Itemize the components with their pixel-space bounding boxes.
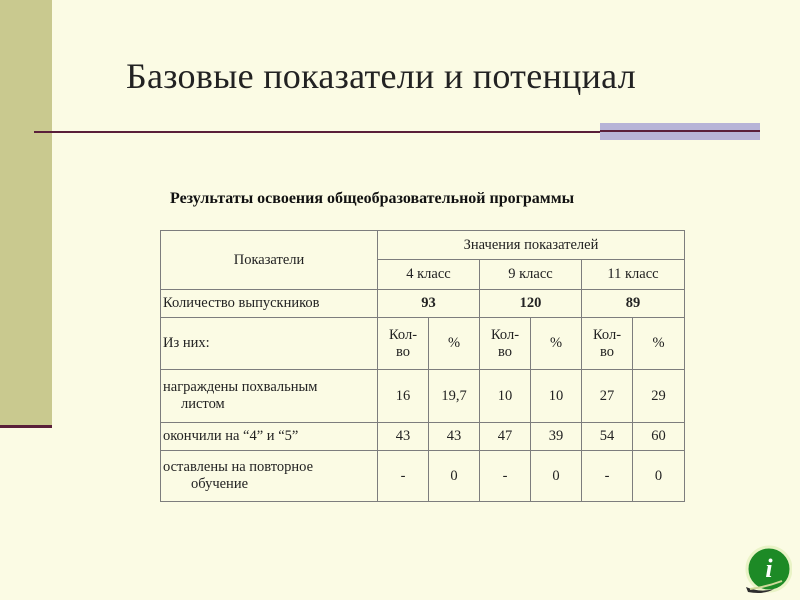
grade-4-header: 4 класс [378,260,480,290]
table-cell: 0 [633,451,685,502]
sidebar-decoration [0,0,52,425]
table-cell: 29 [633,370,685,423]
table-cell: - [480,451,531,502]
graduates-grade-9: 120 [480,290,582,318]
graduates-grade-11: 89 [582,290,685,318]
table-cell: 10 [480,370,531,423]
count-header: Кол- во [378,318,429,370]
table-cell: - [378,451,429,502]
percent-header: % [531,318,582,370]
table-cell: 0 [429,451,480,502]
table-cell: 27 [582,370,633,423]
table-cell: 10 [531,370,582,423]
table-cell: 19,7 [429,370,480,423]
title-divider [34,131,604,133]
sidebar-rule [0,425,52,428]
row-label: награждены похвальным листом [161,370,378,423]
table-row [161,451,685,502]
subheader-row [161,318,685,370]
table-cell: - [582,451,633,502]
graduates-label: Количество выпускников [161,290,378,318]
values-group-header: Значения показателей [378,231,685,260]
results-table [160,230,685,502]
count-header: Кол- во [480,318,531,370]
grade-11-header: 11 класс [582,260,685,290]
graduates-row [161,290,685,318]
table-caption: Результаты освоения общеобразовательной программы [170,190,575,207]
table-row [161,370,685,423]
table-cell: 39 [531,423,582,451]
graduates-grade-4: 93 [378,290,480,318]
table-cell: 0 [531,451,582,502]
info-icon[interactable] [740,543,792,595]
table-row [161,423,685,451]
count-header: Кол- во [582,318,633,370]
percent-header: % [633,318,685,370]
percent-header: % [429,318,480,370]
table-cell: 47 [480,423,531,451]
grade-9-header: 9 класс [480,260,582,290]
row-label: оставлены на повторное обучение [161,451,378,502]
info-letter: i [765,554,773,583]
table-cell: 16 [378,370,429,423]
table-cell: 60 [633,423,685,451]
table-cell: 43 [378,423,429,451]
slide-title: Базовые показатели и потенциал [126,56,637,96]
header-row [161,231,685,260]
indicators-header: Показатели [161,231,378,290]
subheader-label: Из них: [161,318,378,370]
row-label: окончили на “4” и “5” [161,423,378,451]
table-cell: 54 [582,423,633,451]
table-cell: 43 [429,423,480,451]
divider-accent-line [600,130,760,132]
